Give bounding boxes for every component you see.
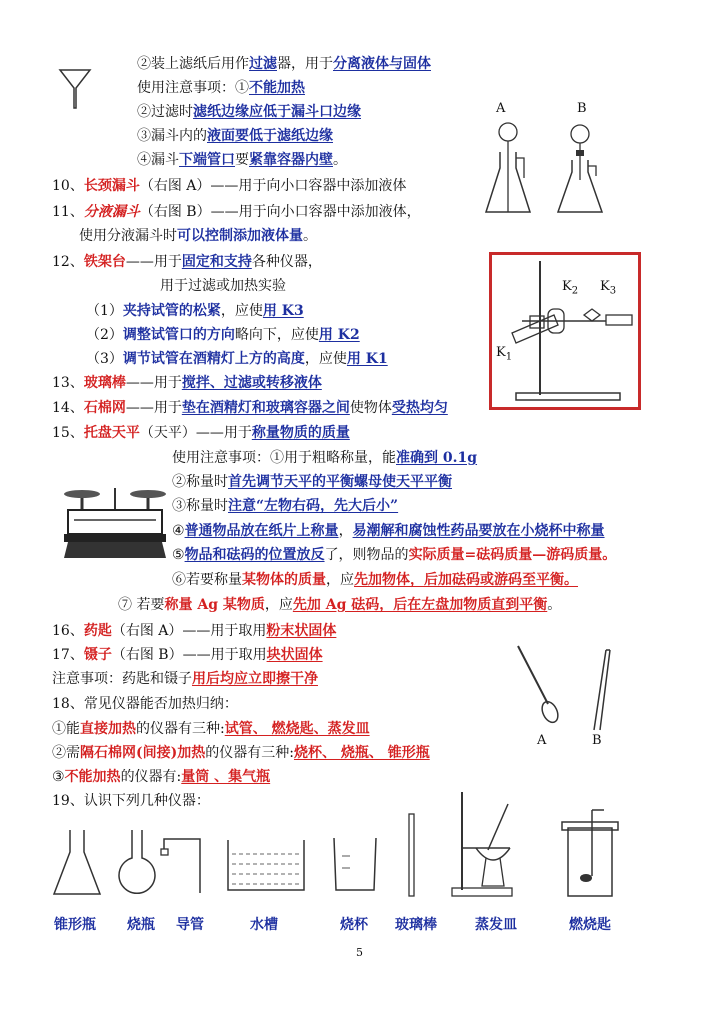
instrument-label-5: 烧杯 — [340, 917, 368, 933]
figure-label-a: A — [496, 101, 506, 116]
item-10: 10、长颈漏斗（右图 A）——用于向小口容器中添加液体 — [52, 178, 407, 194]
item-15-note-3: ③称量时注意“左物右码，先大后小” — [172, 498, 399, 514]
funnel-line-5: ④漏斗下端管口要紧靠容器内壁。 — [137, 152, 347, 168]
funnel-flasks-figure — [480, 120, 620, 220]
funnel-line-2: 使用注意事项：①不能加热 — [137, 80, 305, 96]
item-12-sub-3: （3）调节试管在酒精灯上方的高度，应使用 K1 — [86, 351, 388, 367]
label-k2: $K_2$ — [562, 279, 579, 297]
item-17: 17、镊子（右图 B）——用于取用块状固体 — [52, 647, 323, 663]
item-11: 11、分液漏斗（右图 B）——用于向小口容器中添加液体， — [52, 204, 421, 220]
funnel-line-4: ③漏斗内的液面要低于滤纸边缘 — [137, 128, 333, 144]
tweezers-label-b: B — [592, 733, 602, 748]
iron-stand-figure — [489, 252, 641, 410]
item-15-note-7: ⑦ 若要称量 Ag 某物质，应先加 Ag 砝码，后在左盘加物质直到平衡。 — [118, 597, 562, 613]
beaker-drawing — [330, 836, 380, 894]
label-k1: $K_1$ — [496, 345, 513, 363]
item-18-b: ②需隔石棉网(间接)加热的仪器有三种:烧杯、 烧瓶、 锥形瓶 — [52, 745, 430, 761]
item-14: 14、石棉网——用于垫在酒精灯和玻璃容器之间使物体受热均匀 — [52, 400, 448, 416]
instrument-label-7: 蒸发皿 — [475, 917, 517, 933]
balance-figure — [62, 476, 168, 562]
item-18-c: ③不能加热的仪器有:量筒 、集气瓶 — [52, 769, 271, 785]
item-17-note: 注意事项：药匙和镊子用后均应立即擦干净 — [52, 671, 318, 687]
figure-label-b: B — [577, 101, 587, 116]
item-15-note-4: ④普通物品放在纸片上称量，易潮解和腐蚀性药品要放在小烧杯中称量 — [172, 523, 605, 539]
spoon-label-a: A — [537, 733, 547, 748]
item-12-line-2: 用于过滤或加热实验 — [160, 278, 286, 294]
item-15-note-5: ⑤物品和砝码的位置放反了，则物品的实际质量=砝码质量—游码质量。 — [172, 547, 617, 563]
glass-tube-drawing — [160, 835, 206, 895]
instrument-label-2: 烧瓶 — [127, 917, 155, 933]
item-15-note-1: 使用注意事项：①用于粗略称量，能准确到 0.1g — [172, 450, 478, 466]
conical-flask-drawing — [52, 828, 102, 898]
glass-rod-drawing — [406, 812, 418, 898]
label-k3: $K_3$ — [600, 279, 617, 297]
item-12: 12、铁架台——用于固定和支持各种仪器， — [52, 254, 322, 270]
item-16: 16、药匙（右图 A）——用于取用粉末状固体 — [52, 623, 337, 639]
instrument-label-6: 玻璃棒 — [395, 917, 437, 933]
combustion-spoon-drawing — [556, 806, 620, 900]
spoon-tweezers-figure — [510, 640, 620, 740]
item-12-sub-2: （2）调整试管口的方向略向下，应使用 K2 — [86, 327, 360, 343]
instrument-label-1: 锥形瓶 — [54, 917, 96, 933]
instrument-label-8: 燃烧匙 — [569, 917, 611, 933]
water-trough-drawing — [226, 838, 306, 894]
item-15-note-6: ⑥若要称量某物体的质量，应先加物体，后加砝码或游码至平衡。 — [172, 572, 578, 588]
item-15-note-2: ②称量时首先调节天平的平衡螺母使天平平衡 — [172, 474, 452, 490]
item-15: 15、托盘天平（天平）——用于称量物质的质量 — [52, 425, 350, 441]
evaporating-dish-drawing — [448, 790, 528, 900]
item-12-sub-1: （1）夹持试管的松紧，应使用 K3 — [86, 303, 304, 319]
iron-stand-drawing — [492, 255, 638, 407]
item-18-title: 18、常见仪器能否加热归纳： — [52, 696, 238, 712]
item-19-title: 19、认识下列几种仪器： — [52, 793, 210, 809]
item-18-a: ①能直接加热的仪器有三种:试管、 燃烧匙、蒸发皿 — [52, 721, 370, 737]
round-flask-drawing — [112, 828, 162, 900]
item-11-line-2: 使用分液漏斗时可以控制添加液体量。 — [79, 228, 317, 244]
item-13: 13、玻璃棒——用于搅拌、过滤或转移液体 — [52, 375, 322, 391]
funnel-line-3: ②过滤时滤纸边缘应低于漏斗口边缘 — [137, 104, 361, 120]
funnel-icon — [58, 68, 92, 110]
instrument-label-4: 水槽 — [250, 917, 278, 933]
funnel-line-1: ②装上滤纸后用作过滤器，用于分离液体与固体 — [137, 56, 431, 72]
instrument-label-3: 导管 — [176, 917, 204, 933]
page-number: 5 — [356, 946, 363, 959]
